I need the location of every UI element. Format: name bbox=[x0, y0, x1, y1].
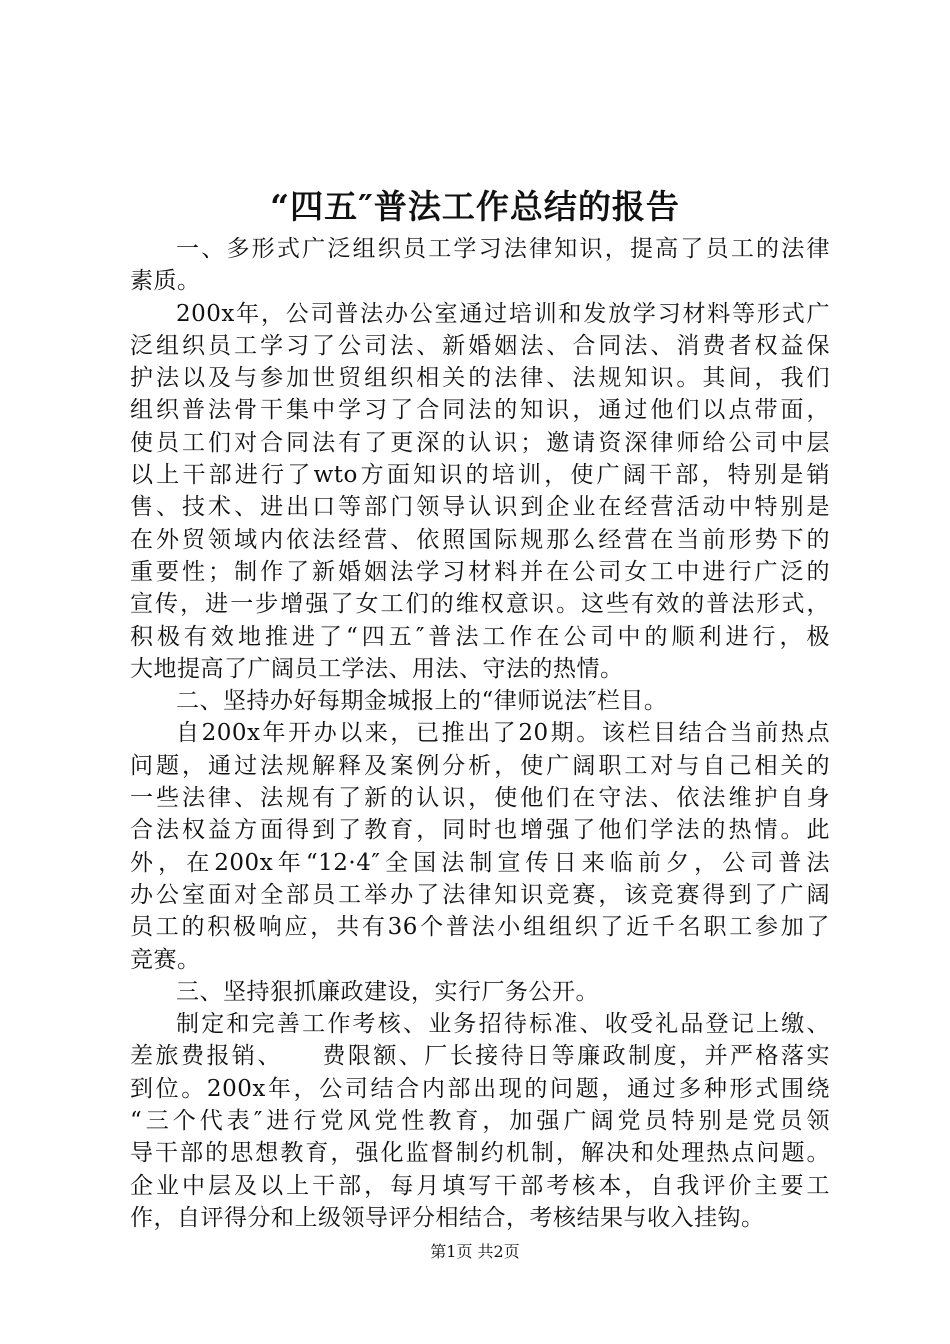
text-line: 问题，通过法规解释及案例分析，使广阔职工对与自己相关的 bbox=[130, 752, 830, 779]
text-line: 到位。200x年，公司结合内部出现的问题，通过多种形式围绕 bbox=[130, 1075, 830, 1102]
text-line: 护法以及与参加世贸组织相关的法律、法规知识。其间，我们 bbox=[130, 365, 830, 392]
text-line: 售、技术、进出口等部门领导认识到企业在经营活动中特别是 bbox=[130, 494, 830, 521]
text-line: 竞赛。 bbox=[130, 946, 201, 973]
text-line: 素质。 bbox=[130, 268, 201, 295]
text-line: 在外贸领域内依法经营、依照国际规那么经营在当前形势下的 bbox=[130, 526, 830, 553]
page-footer: 第1页 共2页 bbox=[430, 1242, 520, 1261]
text-line: 积极有效地推进了“四五″普法工作在公司中的顺利进行，极 bbox=[130, 623, 830, 650]
text-line: 差旅费报销、 费限额、厂长接待日等廉政制度，并严格落实 bbox=[130, 1043, 830, 1070]
text-line: 作，自评得分和上级领导评分相结合，考核结果与收入挂钩。 bbox=[130, 1204, 765, 1231]
text-line: 导干部的思想教育，强化监督制约机制，解决和处理热点问题。 bbox=[130, 1140, 830, 1167]
text-line: 办公室面对全部员工举办了法律知识竞赛，该竞赛得到了广阔 bbox=[130, 881, 830, 908]
text-line: 员工的积极响应，共有36个普法小组组织了近千名职工参加了 bbox=[130, 914, 830, 941]
text-line: 宣传，进一步增强了女工们的维权意识。这些有效的普法形式， bbox=[130, 591, 830, 618]
text-line: 重要性；制作了新婚姻法学习材料并在公司女工中进行广泛的 bbox=[130, 558, 830, 585]
text-line: 大地提高了广阔员工学法、用法、守法的热情。 bbox=[130, 655, 624, 682]
text-line: 合法权益方面得到了教育，同时也增强了他们学法的热情。此 bbox=[130, 817, 830, 844]
text-line: 使员工们对合同法有了更深的认识；邀请资深律师给公司中层 bbox=[130, 429, 830, 456]
text-line: 三、坚持狠抓廉政建设，实行厂务公开。 bbox=[176, 978, 599, 1005]
text-line: 200x年，公司普法办公室通过培训和发放学习材料等形式广 bbox=[176, 300, 830, 327]
text-line: 自200x年开办以来，已推出了20期。该栏目结合当前热点 bbox=[176, 720, 830, 747]
text-line: 企业中层及以上干部，每月填写干部考核本，自我评价主要工 bbox=[130, 1172, 830, 1199]
text-line: 以上干部进行了wto方面知识的培训，使广阔干部，特别是销 bbox=[130, 462, 830, 489]
text-line: 一些法律、法规有了新的认识，使他们在守法、依法维护自身 bbox=[130, 785, 830, 812]
document-title: “四五″普法工作总结的报告 bbox=[270, 187, 680, 226]
text-line: 制定和完善工作考核、业务招待标准、收受礼品登记上缴、 bbox=[176, 1011, 830, 1038]
text-line: 一、多形式广泛组织员工学习法律知识，提高了员工的法律 bbox=[176, 236, 830, 262]
text-line: 泛组织员工学习了公司法、新婚姻法、合同法、消费者权益保 bbox=[130, 332, 830, 359]
document-body bbox=[130, 233, 830, 1234]
text-line: 组织普法骨干集中学习了合同法的知识，通过他们以点带面， bbox=[130, 397, 830, 424]
text-line: 二、坚持办好每期金城报上的“律师说法″栏目。 bbox=[176, 688, 668, 715]
text-line: 外，在200x年“12·4″全国法制宣传日来临前夕，公司普法 bbox=[130, 849, 830, 876]
text-line: “三个代表″进行党风党性教育，加强广阔党员特别是党员领 bbox=[130, 1108, 830, 1135]
